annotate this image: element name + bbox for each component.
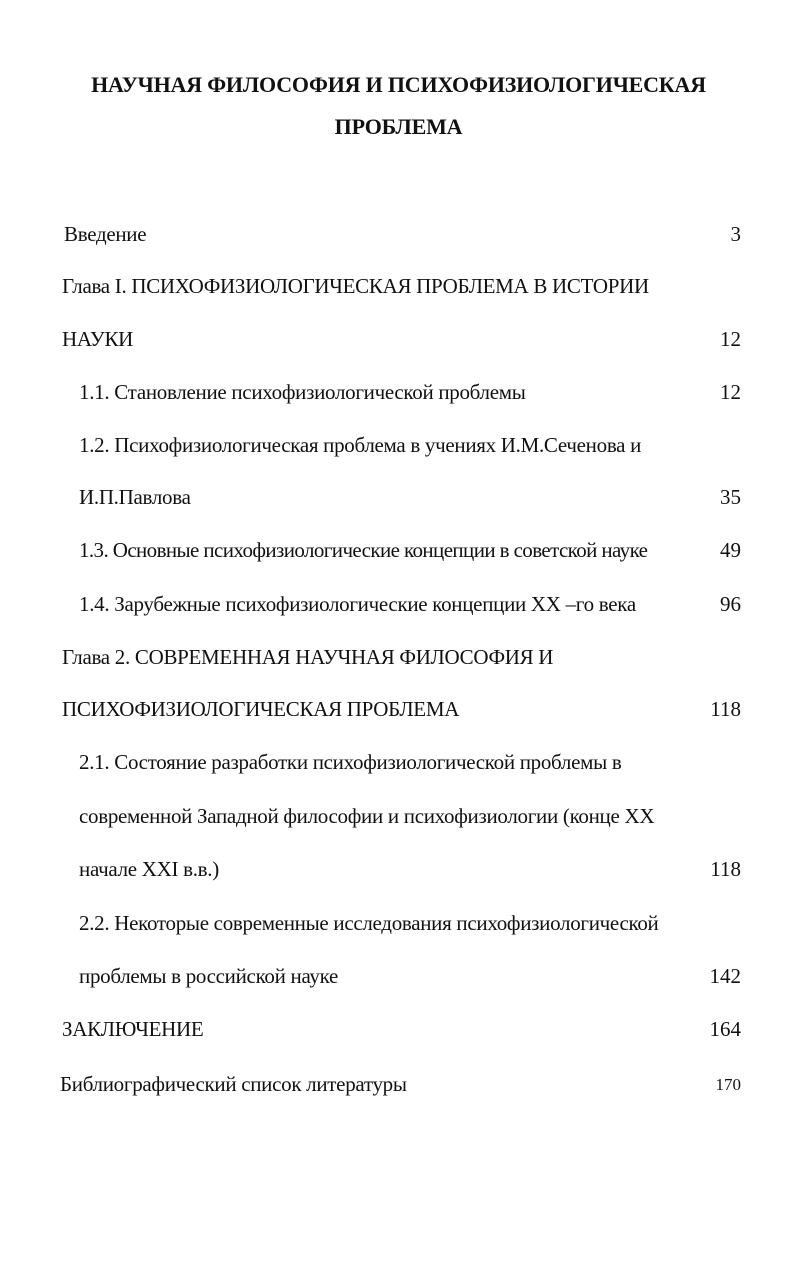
toc-conclusion-label: ЗАКЛЮЧЕНИЕ [62,1017,204,1041]
toc-bibliography-page: 170 [715,1075,741,1094]
toc-chapter2-page: 118 [710,697,741,721]
toc-chapter2-line-1: Глава 2. СОВРЕМЕННАЯ НАУЧНАЯ ФИЛОСОФИЯ И [62,645,554,669]
toc-section-2-1-line-3: начале XXI в.в.) [79,857,219,881]
toc-section-2-2-line-1: 2.2. Некоторые современные исследования психофизиологической [79,911,659,935]
toc-section-2-2-line-2: проблемы в российской науке [79,964,338,988]
toc-bibliography-label: Библиографический список литературы [60,1072,407,1096]
toc-conclusion-page: 164 [709,1017,741,1041]
toc-section-1-2-page: 35 [720,485,741,509]
toc-section-2-1-page: 118 [710,857,741,881]
toc-chapter1-page: 12 [720,327,741,351]
toc-section-1-4-label: 1.4. Зарубежные психофизиологические концепции XX –го века [79,592,636,616]
toc-intro-label: Введение [64,222,147,246]
toc-section-1-4-page: 96 [720,592,741,616]
document-title-line-2: ПРОБЛЕМА [334,114,463,139]
toc-section-2-2-page: 142 [709,964,741,988]
toc-section-1-2-line-2: И.П.Павлова [79,485,191,509]
toc-section-1-1-label: 1.1. Становление психофизиологической проблемы [79,380,526,404]
document-title-line-1: НАУЧНАЯ ФИЛОСОФИЯ И ПСИХОФИЗИОЛОГИЧЕСКАЯ [91,72,706,97]
toc-intro-page: 3 [730,222,741,246]
toc-section-2-1-line-2: современной Западной философии и психофизиологии (конце XX [79,804,655,828]
toc-chapter1-line-2: НАУКИ [62,327,134,351]
toc-section-2-1-line-1: 2.1. Состояние разработки психофизиологической проблемы в [79,750,622,774]
toc-section-1-3-page: 49 [720,538,741,562]
toc-section-1-1-page: 12 [720,380,741,404]
toc-chapter2-line-2: ПСИХОФИЗИОЛОГИЧЕСКАЯ ПРОБЛЕМА [62,697,460,721]
toc-section-1-2-line-1: 1.2. Психофизиологическая проблема в учениях И.М.Сеченова и [79,433,642,457]
toc-chapter1-line-1: Глава I. ПСИХОФИЗИОЛОГИЧЕСКАЯ ПРОБЛЕМА В ИСТОРИИ [62,274,649,298]
toc-section-1-3-label: 1.3. Основные психофизиологические концепции в советской науке [79,538,648,562]
